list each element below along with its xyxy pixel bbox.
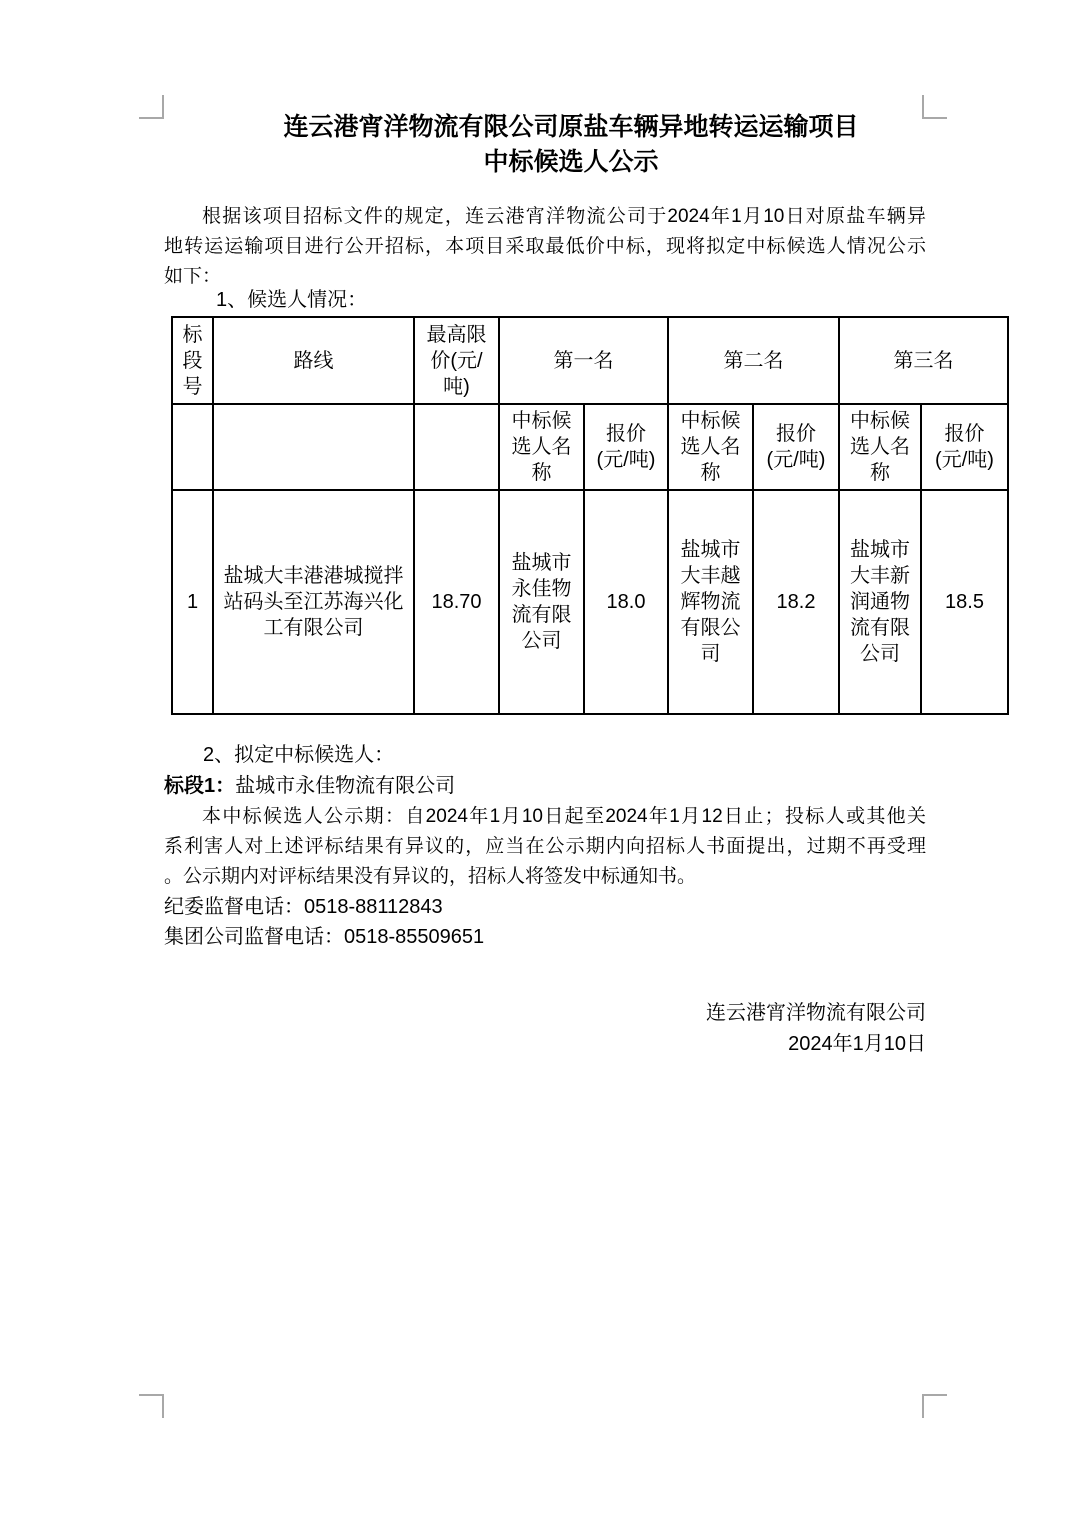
margin-mark-bottom-left-icon: [139, 1394, 164, 1418]
margin-mark-bottom-right-icon: [922, 1394, 947, 1418]
intro-line1: 根据该项目招标文件的规定，连云港宵洋物流公司于2024年1月10日对原盐车辆异: [202, 206, 926, 227]
subheader-candidate-name-1: 中标候选人名称: [499, 404, 584, 490]
empty-cell: [414, 404, 499, 490]
group-phone: 集团公司监督电话：0518-85509651: [164, 926, 485, 948]
table-header-row-2: [172, 404, 1008, 490]
empty-cell: [172, 404, 213, 490]
signature-company: 连云港宵洋物流有限公司: [706, 1002, 926, 1024]
header-max-price: 最高限价(元/吨): [414, 317, 499, 404]
cell-second-candidate: 盐城市大丰越辉物流有限公司: [668, 490, 753, 714]
subheader-quote-2: 报价(元/吨): [753, 404, 839, 490]
subheader-candidate-name-3: 中标候选人名称: [839, 404, 921, 490]
cell-max-price: 18.70: [414, 490, 499, 714]
candidates-heading: 1、候选人情况：: [216, 289, 368, 311]
subheader-candidate-name-2: 中标候选人名称: [668, 404, 753, 490]
table-data-row: [172, 490, 1008, 714]
winner-company: 盐城市永佳物流有限公司: [235, 775, 456, 797]
signature: [164, 998, 926, 1060]
cell-third-candidate: 盐城市大丰新润通物流有限公司: [839, 490, 921, 714]
subheader-quote-3: 报价(元/吨): [921, 404, 1008, 490]
intro-paragraph: [164, 202, 926, 292]
header-third-place: 第三名: [839, 317, 1008, 404]
proposed-winner-heading: 2、拟定中标候选人：: [203, 744, 395, 766]
header-section-no: 标段号: [172, 317, 213, 404]
intro-line2: 地转运运输项目进行公开招标，本项目采取最低价中标，现将拟定中标候选人情况公示: [164, 236, 926, 257]
margin-mark-top-left-icon: [139, 95, 164, 119]
notice-line2: 系利害人对上述评标结果有异议的，应当在公示期内向招标人书面提出，过期不再受理: [164, 836, 926, 857]
cell-first-candidate: 盐城市永佳物流有限公司: [499, 490, 584, 714]
header-second-place: 第二名: [668, 317, 839, 404]
table-header-row-1: [172, 317, 1008, 404]
subheader-quote-1: 报价(元/吨): [584, 404, 668, 490]
winner-line: [164, 771, 926, 801]
signature-date: 2024年1月10日: [788, 1033, 926, 1055]
winner-section-label: 标段1：: [164, 775, 236, 797]
cell-second-price: 18.2: [753, 490, 839, 714]
cell-third-price: 18.5: [921, 490, 1008, 714]
header-first-place: 第一名: [499, 317, 668, 404]
notice-line3: 。公示期内对评标结果没有异议的，招标人将签发中标通知书。: [164, 866, 697, 887]
notice-paragraph: [164, 802, 926, 892]
cell-route: 盐城大丰港港城搅拌站码头至江苏海兴化工有限公司: [213, 490, 414, 714]
document-title-line1: 连云港宵洋物流有限公司原盐车辆异地转运运输项目: [283, 113, 859, 141]
document-title-line2: 中标候选人公示: [483, 148, 659, 176]
empty-cell: [213, 404, 414, 490]
cell-section-no: 1: [172, 490, 213, 714]
discipline-phone: 纪委监督电话：0518-88112843: [164, 896, 443, 918]
document-title: [164, 110, 926, 180]
header-route: 路线: [213, 317, 414, 404]
candidates-table: [171, 316, 1009, 715]
notice-line1: 本中标候选人公示期：自2024年1月10日起至2024年1月12日止；投标人或其他关: [202, 806, 926, 827]
cell-first-price: 18.0: [584, 490, 668, 714]
intro-line3: 如下：: [164, 266, 222, 287]
